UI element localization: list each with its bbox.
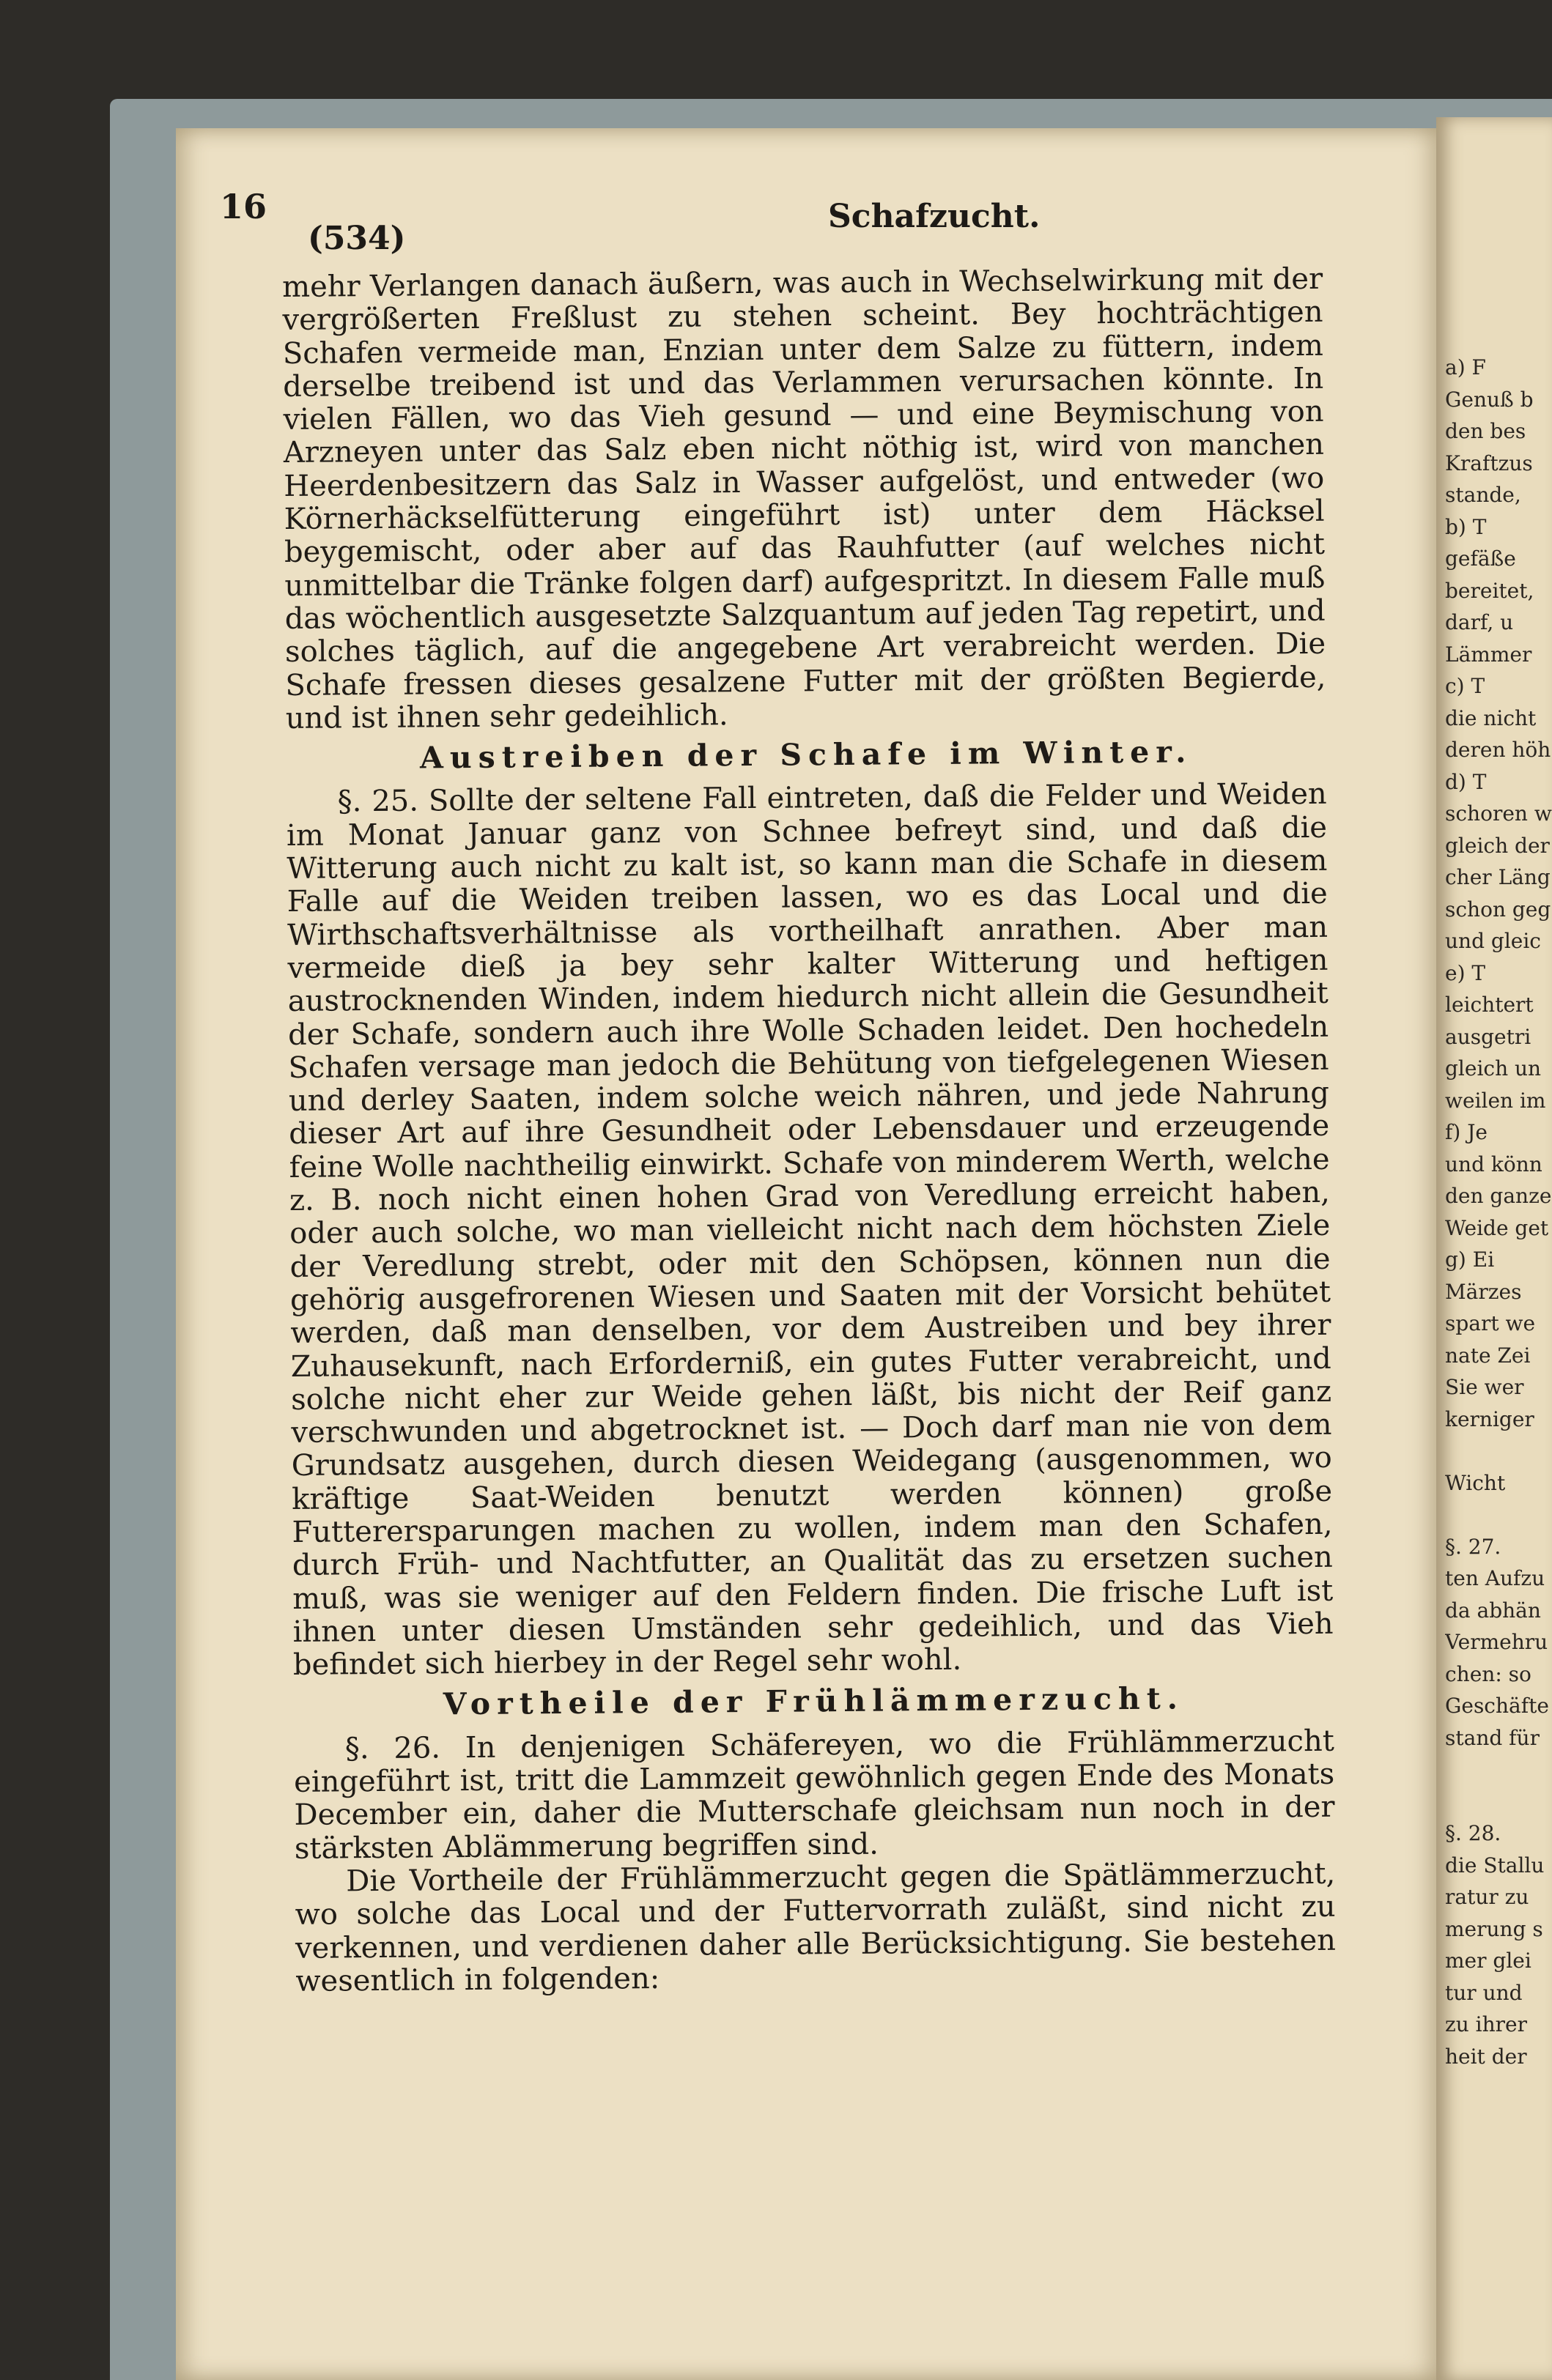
facing-page-line: Lämmer [1445,642,1532,667]
facing-page-line: schon geg [1445,897,1551,922]
facing-page-line: deren höh [1445,738,1551,762]
facing-page-line: Wicht [1445,1470,1506,1495]
facing-page-line: Weide get [1445,1215,1549,1240]
facing-page-line: gleich un [1445,1056,1542,1080]
facing-page-line: stande, [1445,483,1521,507]
facing-page-line: schoren w [1445,801,1552,826]
facing-page-line: den ganze [1445,1184,1552,1208]
facing-page-line: merung s [1445,1916,1543,1941]
facing-page-line: kerniger [1445,1406,1534,1431]
facing-page-line: den bes [1445,419,1526,443]
facing-page-line: Geschäfte [1445,1694,1549,1718]
paragraph: §. 26. In denjenigen Schäfereyen, wo die Frühlämmerzucht eingeführt ist, tritt die Lammzeit gewöhnlich gegen Ende des Monats December ein, daher die Mutterschafe gleichsam nun noch in der stärksten Ablämmerung begriffen sind. [294,1724,1335,1866]
facing-page-margin-text [1445,352,1552,2072]
facing-page-line: stand für [1445,1725,1540,1750]
facing-page-line: und gleic [1445,929,1541,953]
facing-page-line: g) Ei [1445,1248,1495,1272]
facing-page-line [1445,1786,1552,1818]
facing-page-line: Sie wer [1445,1375,1524,1399]
signature-mark: (534) [308,220,406,257]
facing-page-line: bereitet, [1445,578,1534,603]
facing-page-line: zu ihrer [1445,2012,1528,2036]
facing-page-line: ten Aufzu [1445,1566,1545,1590]
facing-page-line [1445,1499,1552,1531]
running-head: Schafzucht. [828,198,1041,235]
paragraph: Die Vortheile der Frühlämmerzucht gegen die Spätlämmerzucht, wo solche das Local und der Futtervorrath zuläßt, sind nicht zu verkennen, und verdienen daher alle Berücksichtigung. Sie bestehen wesentlich in folgenden: [295,1856,1337,1998]
facing-page-line: cher Läng [1445,865,1551,889]
facing-page-line: c) T [1445,674,1485,698]
facing-page-line: darf, u [1445,610,1514,634]
facing-page-line: weilen im [1445,1088,1546,1113]
facing-page-line: die Stallu [1445,1853,1545,1877]
section-heading: Vortheile der Frühlämmerzucht. [443,1680,1185,1722]
body-text [282,263,1336,1998]
facing-page-edge [1436,117,1552,2380]
facing-page-line: §. 28. [1445,1821,1501,1845]
facing-page-line: spart we [1445,1311,1536,1335]
facing-page-line [1445,1435,1552,1467]
facing-page-line: da abhän [1445,1598,1541,1623]
facing-page-line: Genuß b [1445,387,1534,412]
facing-page-line: tur und [1445,1980,1523,2005]
facing-page-line: e) T [1445,960,1486,985]
facing-page-line: f) Je [1445,1120,1488,1144]
facing-page-line: Märzes [1445,1279,1522,1304]
facing-page-line: heit der [1445,2044,1527,2069]
facing-page-line: Vermehru [1445,1630,1548,1654]
facing-page-line: d) T [1445,769,1487,794]
facing-page-line: nate Zei [1445,1343,1531,1368]
facing-page-line: gefäße [1445,546,1516,571]
facing-page-line: gleich der [1445,833,1550,858]
paragraph: mehr Verlangen danach äußern, was auch in Wechselwirkung mit der vergrößerten Freßlust zu stehen scheint. Bey hochträchtigen Schafen vermeide man, Enzian unter dem Salze zu füttern, indem derselbe treibend ist und das Verlammen verursachen könnte. In vielen Fällen, wo das Vieh gesund — und eine Beymischung von Arzneyen unter das Salz eben nicht nöthig ist, wird von manchen Heerdenbesitzern das Salz in Wasser aufgelöst, und entweder (wo Körnerhäckselfütterung eingeführt ist) unter dem Häcksel beygemischt, oder aber auf das Rauhfutter (auf welches nicht unmittelbar die Tränke folgen darf) aufgespritzt. In diesem Falle muß das wöchentlich ausgesetzte Salzquantum auf jeden Tag repetirt, und solches täglich, auf die angegebene Art verabreicht werden. Die Schafe fressen dieses gesalzene Futter mit der größten Begierde, und ist ihnen sehr gedeihlich. [281,262,1326,735]
facing-page-line: a) F [1445,355,1486,379]
facing-page-line: die nicht [1445,705,1537,730]
facing-page-line: mer glei [1445,1949,1531,1973]
paragraph: §. 25. Sollte der seltene Fall eintreten, daß die Felder und Weiden im Monat Januar ganz von Schnee befreyt sind, und daß die Witterung auch nicht zu kalt ist, so kann man die Schafe in diesem Falle auf die Weiden treiben lassen, wo es das Local und die Wirthschaftsverhältnisse als vortheilhaft anrathen. Aber man vermeide dieß ja bey sehr kalter Witterung und heftigen austrocknenden Winden, indem hiedurch nicht allein die Gesundheit der Schafe, sondern auch ihre Wolle Schaden leidet. Den hochedeln Schafen versage man jedoch die Behütung von tiefgelegenen Wiesen und derley Saaten, indem solche weich nähren, und jede Nahrung dieser Art auf ihre Gesundheit oder Lebensdauer und erzeugende feine Wolle nachtheilig einwirkt. Schafe von minderem Werth, welche z. B. noch nicht einen hohen Grad von Veredlung erreicht haben, oder auch solche, wo man vielleicht nicht nach dem höchsten Ziele der Veredlung strebt, oder mit den Schöpsen, können nun die gehörig ausgefrorenen Wiesen und Saaten mit der Vorsicht behütet werden, daß man denselben, vor dem Austreiben und bey ihrer Zuhausekunft, nach Erforderniß, ein gutes Futter verabreicht, und solche nicht eher zur Weide gehen läßt, bis nicht der Reif ganz verschwunden und abgetrocknet ist. — Doch darf man nie von dem Grundsatz ausgehen, durch diesen Weidegang (ausgenommen, wo kräftige Saat-Weiden benutzt werden können) große Futterersparungen machen zu wollen, indem man den Schafen, durch Früh- und Nachtfutter, an Qualität das zu ersetzen suchen muß, was sie weniger auf den Feldern finden. Die frische Luft ist ihnen unter diesen Umständen sehr gedeihlich, und das Vieh befindet sich hierbey in der Regel sehr wohl. [286,777,1334,1683]
facing-page-line: und könn [1445,1152,1542,1176]
facing-page-line: chen: so [1445,1661,1531,1686]
facing-page-line [1445,1754,1552,1786]
facing-page-line: b) T [1445,514,1487,539]
facing-page-line: leichtert [1445,993,1534,1017]
facing-page-line: ausgetri [1445,1024,1531,1049]
facing-page-line: Kraftzus [1445,451,1533,475]
page-number: 16 [220,187,267,226]
facing-page-line: ratur zu [1445,1885,1529,1909]
section-heading: Austreiben der Schafe im Winter. [419,734,1193,776]
facing-page-line: §. 27. [1445,1534,1501,1559]
